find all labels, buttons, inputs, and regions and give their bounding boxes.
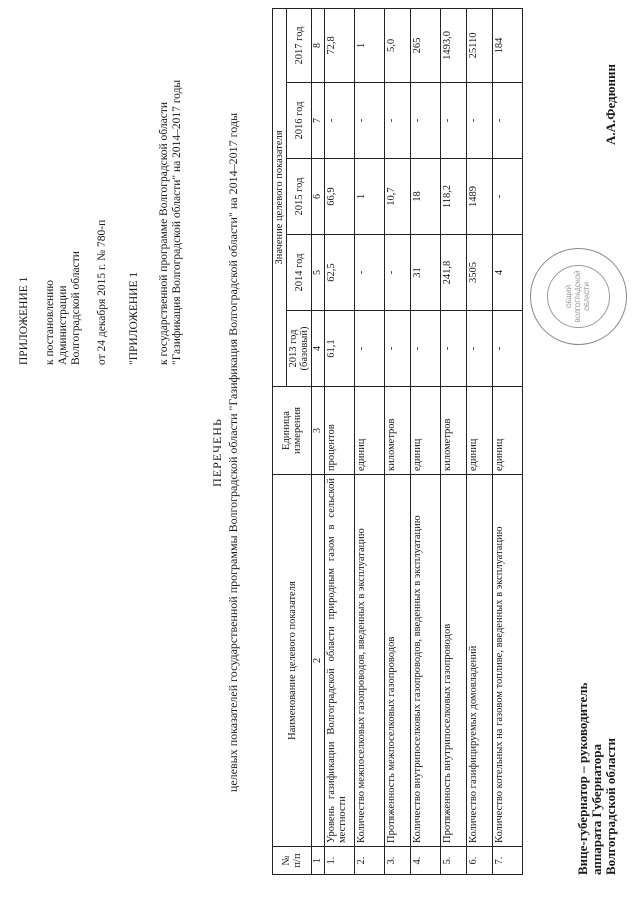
header-num: № п/п xyxy=(273,847,312,875)
value-2017: 265 xyxy=(411,8,441,82)
header-year: 2015 год xyxy=(287,159,312,235)
value-2014: 4 xyxy=(493,235,523,311)
row-unit: единиц xyxy=(355,387,385,475)
column-number: 7 xyxy=(312,83,325,159)
column-number: 3 xyxy=(312,387,325,475)
header-name: Наименование целевого показателя xyxy=(273,475,312,847)
signatory-name: А.А.Федюнин xyxy=(603,63,618,145)
row-number: 4. xyxy=(411,847,441,875)
signature-title-2: аппарата Губернатора xyxy=(589,743,604,875)
table-row xyxy=(411,8,441,874)
value-2017: 1 xyxy=(355,8,385,82)
row-unit: единиц xyxy=(493,387,523,475)
document-subtitle: целевых показателей государственной программы Волгоградской области "Газификация Волгоградской области" на 2014–2017 годы xyxy=(226,112,240,793)
value-2013: 61,1 xyxy=(325,311,355,387)
indicators-table xyxy=(272,8,523,875)
table-row xyxy=(355,8,385,874)
row-number: 6. xyxy=(467,847,493,875)
value-2013: - xyxy=(467,311,493,387)
value-2014: - xyxy=(385,235,411,311)
region-line: Волгоградской области xyxy=(70,251,82,365)
official-stamp xyxy=(530,248,627,345)
row-unit: процентов xyxy=(325,387,355,475)
row-number: 2. xyxy=(355,847,385,875)
value-2015: 66,9 xyxy=(325,159,355,235)
row-name: Уровень газификации Волгоградской области природным газом в сельской местности xyxy=(325,475,355,847)
header-year: 2017 год xyxy=(287,8,312,82)
value-2016: - xyxy=(441,83,467,159)
column-numbers-row xyxy=(312,8,325,874)
row-unit: единиц xyxy=(411,387,441,475)
value-2016: - xyxy=(467,83,493,159)
row-name: Количество межпоселковых газопроводов, введенных в эксплуатацию xyxy=(355,475,385,847)
header-unit: Единица измерения xyxy=(273,387,312,475)
column-number: 4 xyxy=(312,311,325,387)
value-2013: - xyxy=(411,311,441,387)
column-number: 8 xyxy=(312,8,325,82)
value-2015: 1 xyxy=(355,159,385,235)
admin-line: Администрации xyxy=(57,285,69,365)
row-unit: километров xyxy=(385,387,411,475)
row-number: 7. xyxy=(493,847,523,875)
stamp-text: ОБЛАСТИ xyxy=(585,282,591,311)
header-values-group: Значение целевого показателя xyxy=(273,8,287,386)
value-2016: - xyxy=(325,83,355,159)
value-2014: 62,5 xyxy=(325,235,355,311)
to-resolution: к постановлению xyxy=(44,280,56,365)
document-title: ПЕРЕЧЕНЬ xyxy=(210,418,224,487)
value-2015: - xyxy=(493,159,523,235)
value-2015: 1489 xyxy=(467,159,493,235)
value-2013: - xyxy=(493,311,523,387)
column-number: 6 xyxy=(312,159,325,235)
row-unit: единиц xyxy=(467,387,493,475)
stamp-text: ОБЩИЙ xyxy=(567,285,573,308)
table-row xyxy=(441,8,467,874)
row-name: Количество газифицируемых домовладений xyxy=(467,475,493,847)
row-name: Протяженность внутрипоселковых газопроводов xyxy=(441,475,467,847)
value-2014: 31 xyxy=(411,235,441,311)
table-row xyxy=(385,8,411,874)
value-2017: 5,0 xyxy=(385,8,411,82)
column-number: 1 xyxy=(312,847,325,875)
value-2017: 184 xyxy=(493,8,523,82)
value-2015: 10,7 xyxy=(385,159,411,235)
appendix-quote: "ПРИЛОЖЕНИЕ 1 xyxy=(128,271,140,365)
value-2017: 72,8 xyxy=(325,8,355,82)
value-2017: 25110 xyxy=(467,8,493,82)
table-row xyxy=(325,8,355,874)
value-2013: - xyxy=(385,311,411,387)
value-2013: - xyxy=(441,311,467,387)
value-2015: 118,2 xyxy=(441,159,467,235)
row-name: Количество котельных на газовом топливе, введенных в эксплуатацию xyxy=(493,475,523,847)
value-2014: 241,8 xyxy=(441,235,467,311)
value-2016: - xyxy=(355,83,385,159)
stamp-text: ВОЛГОГРАДСКОЙ xyxy=(576,270,582,323)
table-row xyxy=(467,8,493,874)
row-unit: километров xyxy=(441,387,467,475)
program-line-2: "Газификация Волгоградской области" на 2014–2017 годы xyxy=(171,79,183,365)
date-line: от 24 декабря 2015 г. № 780-п xyxy=(96,219,108,365)
signature-title-3: Волгоградской области xyxy=(603,737,618,875)
header-year: 2014 год xyxy=(287,235,312,311)
value-2016: - xyxy=(411,83,441,159)
value-2016: - xyxy=(493,83,523,159)
table-header-row xyxy=(273,8,287,874)
program-line-1: к государственной программе Волгоградской области xyxy=(158,102,170,365)
column-number: 5 xyxy=(312,235,325,311)
row-number: 3. xyxy=(385,847,411,875)
value-2013: - xyxy=(355,311,385,387)
header-year: 2013 год (базовый) xyxy=(287,311,312,387)
row-name: Количество внутрипоселковых газопроводов, введенных в эксплуатацию xyxy=(411,475,441,847)
signature-title-1: Вице-губернатор – руководитель xyxy=(575,682,590,875)
row-name: Протяженность межпоселковых газопроводов xyxy=(385,475,411,847)
value-2016: - xyxy=(385,83,411,159)
header-year: 2016 год xyxy=(287,83,312,159)
value-2017: 1493,0 xyxy=(441,8,467,82)
value-2014: 3505 xyxy=(467,235,493,311)
value-2015: 18 xyxy=(411,159,441,235)
column-number: 2 xyxy=(312,475,325,847)
appendix-label: ПРИЛОЖЕНИЕ 1 xyxy=(18,276,30,365)
table-row xyxy=(493,8,523,874)
row-number: 1. xyxy=(325,847,355,875)
row-number: 5. xyxy=(441,847,467,875)
value-2014: - xyxy=(355,235,385,311)
